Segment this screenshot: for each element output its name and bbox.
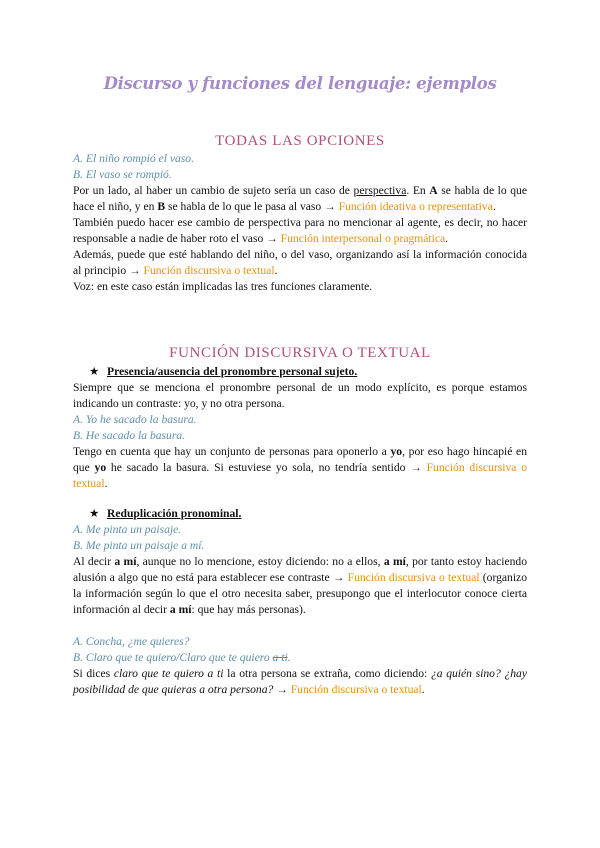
function-label: Función interpersonal o pragmática — [280, 232, 446, 245]
paragraph-voz: Voz: en este caso están implicadas las tres funciones claramente. — [73, 280, 373, 293]
function-label: Función discursiva o textual — [347, 571, 480, 584]
paragraph-informacion: Además, puede que esté hablando del niño, o del vaso, organizando así la información conocida al principio → Función discursiva o textual. — [73, 248, 527, 277]
subheading-reduplicacion: ★ Reduplicación pronominal. — [89, 507, 242, 520]
section-presencia-body — [73, 380, 527, 492]
function-label: Función ideativa o representativa — [338, 200, 493, 213]
example-b: B. Claro que te quiero/Claro que te quiero a ti. — [73, 651, 291, 664]
section-heading-discursiva: FUNCIÓN DISCURSIVA O TEXTUAL — [169, 345, 431, 361]
function-label: Función discursiva o textual — [73, 461, 527, 490]
paragraph-a-ti: Si dices claro que te quiero a ti la otra persona se extraña, como diciendo: ¿a quién sino? ¿hay posibilidad de que quieras a otra persona? → Función discursiva o textual. — [73, 667, 527, 696]
example-a: A. Yo he sacado la basura. — [73, 413, 197, 426]
function-label: Función discursiva o textual — [290, 683, 422, 696]
example-a: A. Concha, ¿me quieres? — [73, 635, 190, 648]
paragraph-perspectiva: Por un lado, al haber un cambio de sujeto sería un caso de perspectiva. En A se habla de lo que hace el niño, y en B se habla de lo que le pasa al vaso → Función ideativa o representativa. — [73, 184, 527, 213]
function-label: Función discursiva o textual — [143, 264, 275, 277]
subheading-presencia: ★ Presencia/ausencia del pronombre personal sujeto. — [89, 365, 358, 378]
star-bullet-icon: ★ — [89, 365, 100, 378]
paragraph-agente: También puedo hacer ese cambio de perspectiva para no mencionar al agente, es decir, no hacer responsable a nadie de haber roto el vaso → Función interpersonal o pragmática. — [73, 216, 527, 245]
example-a: A. El niño rompió el vaso. — [73, 152, 194, 165]
section-concha-body — [73, 634, 527, 698]
section-heading-todas: TODAS LAS OPCIONES — [215, 133, 385, 149]
star-bullet-icon: ★ — [89, 507, 100, 520]
example-b: B. He sacado la basura. — [73, 429, 186, 442]
paragraph-a-mi: Al decir a mí, aunque no lo mencione, estoy diciendo: no a ellos, a mí, por tanto estoy haciendo alusión a algo que no está para establecer ese contraste → Función discursiva o textual (organizo la información según lo que el otro necesita saber, presupongo que el interlocutor conoce cierta información al decir a mí: que hay más personas). — [73, 555, 528, 616]
example-a: A. Me pinta un paisaje. — [73, 523, 182, 536]
document-title: Discurso y funciones del lenguaje: ejemplos — [103, 74, 497, 93]
paragraph-yo: Tengo en cuenta que hay un conjunto de personas para oponerlo a yo, por eso hago hincapié en que yo he sacado la basura. Si estuviese yo sola, no tendría sentido → Función discursiva o textual. — [73, 445, 527, 490]
section-todas-body — [73, 151, 527, 295]
example-b: B. El vaso se rompió. — [73, 168, 172, 181]
section-reduplicacion-body — [73, 522, 527, 618]
paragraph-pronombre: Siempre que se menciona el pronombre personal de un modo explícito, es porque estamos indicando un contraste: yo, y no otra persona. — [73, 381, 527, 410]
example-b: B. Me pinta un paisaje a mí. — [73, 539, 205, 552]
